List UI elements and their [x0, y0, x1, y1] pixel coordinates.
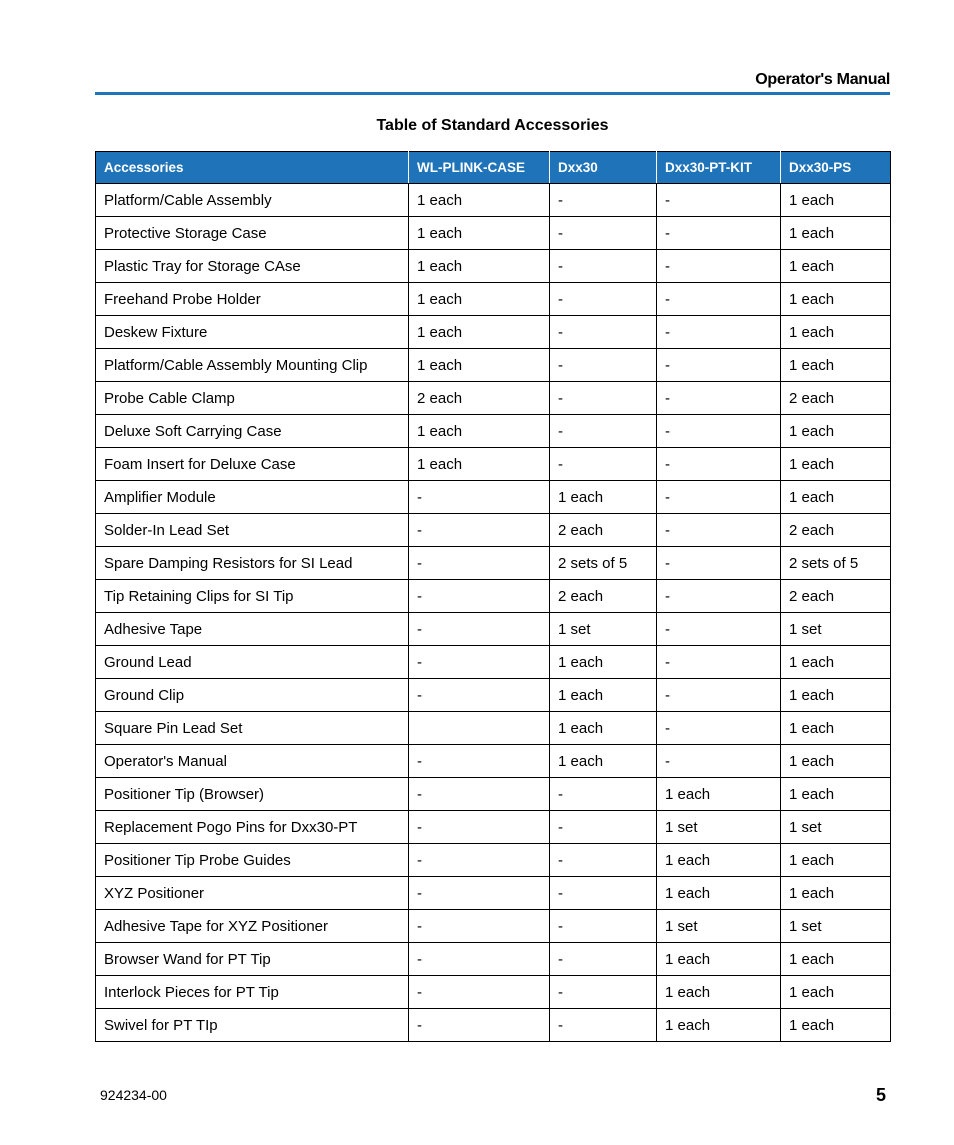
table-row: [96, 844, 891, 877]
table-header-row: [96, 152, 891, 184]
accessory-name-cell: Deskew Fixture: [96, 316, 409, 349]
quantity-cell: -: [657, 184, 781, 217]
column-header: Accessories: [96, 152, 409, 184]
accessory-name-cell: Protective Storage Case: [96, 217, 409, 250]
quantity-cell: -: [409, 745, 550, 778]
quantity-cell: 1 each: [781, 646, 891, 679]
header-rule: [95, 92, 890, 95]
accessory-name-cell: Ground Clip: [96, 679, 409, 712]
accessory-name-cell: Replacement Pogo Pins for Dxx30-PT: [96, 811, 409, 844]
quantity-cell: -: [657, 382, 781, 415]
quantity-cell: 1 each: [781, 1009, 891, 1042]
column-header: Dxx30-PT-KIT: [657, 152, 781, 184]
quantity-cell: -: [550, 217, 657, 250]
accessories-table: [95, 151, 891, 1042]
quantity-cell: -: [409, 877, 550, 910]
accessory-name-cell: Solder-In Lead Set: [96, 514, 409, 547]
table-row: [96, 646, 891, 679]
quantity-cell: 1 each: [781, 250, 891, 283]
quantity-cell: 1 each: [781, 943, 891, 976]
quantity-cell: 1 set: [781, 910, 891, 943]
quantity-cell: 1 each: [781, 712, 891, 745]
quantity-cell: -: [409, 679, 550, 712]
quantity-cell: -: [550, 382, 657, 415]
quantity-cell: -: [550, 448, 657, 481]
quantity-cell: 2 each: [550, 580, 657, 613]
accessory-name-cell: Operator's Manual: [96, 745, 409, 778]
accessory-name-cell: Ground Lead: [96, 646, 409, 679]
table-row: [96, 448, 891, 481]
table-body: [96, 184, 891, 1042]
quantity-cell: 1 each: [550, 646, 657, 679]
quantity-cell: 1 set: [550, 613, 657, 646]
quantity-cell: 1 each: [657, 778, 781, 811]
table-row: [96, 481, 891, 514]
table-row: [96, 514, 891, 547]
quantity-cell: 1 each: [409, 448, 550, 481]
table-row: [96, 811, 891, 844]
quantity-cell: -: [657, 349, 781, 382]
quantity-cell: -: [550, 1009, 657, 1042]
quantity-cell: -: [409, 481, 550, 514]
quantity-cell: -: [550, 184, 657, 217]
quantity-cell: 1 each: [781, 679, 891, 712]
header-title: Operator's Manual: [755, 71, 890, 88]
quantity-cell: 1 set: [781, 613, 891, 646]
quantity-cell: 1 each: [409, 184, 550, 217]
accessory-name-cell: Square Pin Lead Set: [96, 712, 409, 745]
quantity-cell: 1 each: [781, 844, 891, 877]
quantity-cell: 1 each: [781, 976, 891, 1009]
quantity-cell: 1 each: [550, 745, 657, 778]
quantity-cell: -: [657, 283, 781, 316]
table-row: [96, 547, 891, 580]
column-header: Dxx30-PS: [781, 152, 891, 184]
quantity-cell: 1 each: [781, 184, 891, 217]
quantity-cell: 1 set: [657, 811, 781, 844]
accessory-name-cell: Platform/Cable Assembly: [96, 184, 409, 217]
quantity-cell: -: [657, 217, 781, 250]
quantity-cell: 1 each: [550, 679, 657, 712]
accessory-name-cell: Deluxe Soft Carrying Case: [96, 415, 409, 448]
quantity-cell: -: [550, 877, 657, 910]
quantity-cell: -: [657, 745, 781, 778]
table-row: [96, 943, 891, 976]
quantity-cell: -: [657, 481, 781, 514]
quantity-cell: -: [409, 811, 550, 844]
quantity-cell: -: [657, 580, 781, 613]
quantity-cell: -: [550, 844, 657, 877]
table-row: [96, 1009, 891, 1042]
table-row: [96, 580, 891, 613]
quantity-cell: -: [657, 448, 781, 481]
accessory-name-cell: XYZ Positioner: [96, 877, 409, 910]
quantity-cell: -: [409, 547, 550, 580]
table-caption: Table of Standard Accessories: [376, 117, 609, 134]
quantity-cell: 1 each: [657, 844, 781, 877]
quantity-cell: -: [409, 910, 550, 943]
quantity-cell: 1 each: [409, 316, 550, 349]
quantity-cell: -: [409, 844, 550, 877]
quantity-cell: -: [657, 646, 781, 679]
table-row: [96, 976, 891, 1009]
quantity-cell: -: [409, 580, 550, 613]
quantity-cell: 1 each: [781, 415, 891, 448]
quantity-cell: -: [657, 415, 781, 448]
quantity-cell: 1 each: [550, 481, 657, 514]
table-row: [96, 217, 891, 250]
table-row: [96, 778, 891, 811]
quantity-cell: 2 each: [781, 580, 891, 613]
accessory-name-cell: Adhesive Tape: [96, 613, 409, 646]
quantity-cell: -: [409, 778, 550, 811]
quantity-cell: 1 each: [409, 217, 550, 250]
table-row: [96, 910, 891, 943]
quantity-cell: -: [550, 778, 657, 811]
quantity-cell: -: [409, 613, 550, 646]
quantity-cell: 1 each: [781, 481, 891, 514]
quantity-cell: 1 each: [657, 976, 781, 1009]
quantity-cell: -: [409, 646, 550, 679]
quantity-cell: 2 each: [550, 514, 657, 547]
accessory-name-cell: Swivel for PT TIp: [96, 1009, 409, 1042]
quantity-cell: 1 each: [409, 415, 550, 448]
quantity-cell: -: [657, 613, 781, 646]
quantity-cell: 2 each: [781, 382, 891, 415]
quantity-cell: 2 each: [409, 382, 550, 415]
accessory-name-cell: Freehand Probe Holder: [96, 283, 409, 316]
accessory-name-cell: Amplifier Module: [96, 481, 409, 514]
quantity-cell: -: [550, 910, 657, 943]
accessory-name-cell: Adhesive Tape for XYZ Positioner: [96, 910, 409, 943]
quantity-cell: -: [550, 283, 657, 316]
table-row: [96, 415, 891, 448]
quantity-cell: 1 each: [781, 217, 891, 250]
quantity-cell: -: [657, 514, 781, 547]
quantity-cell: -: [409, 943, 550, 976]
accessory-name-cell: Tip Retaining Clips for SI Tip: [96, 580, 409, 613]
column-header: Dxx30: [550, 152, 657, 184]
table-row: [96, 283, 891, 316]
quantity-cell: 1 each: [657, 1009, 781, 1042]
quantity-cell: -: [657, 679, 781, 712]
quantity-cell: 1 each: [409, 250, 550, 283]
quantity-cell: -: [550, 943, 657, 976]
quantity-cell: 1 each: [781, 745, 891, 778]
quantity-cell: 1 set: [657, 910, 781, 943]
quantity-cell: -: [409, 1009, 550, 1042]
quantity-cell: 2 each: [781, 514, 891, 547]
table-row: [96, 250, 891, 283]
document-number: 924234-00: [100, 1087, 167, 1103]
quantity-cell: 1 each: [550, 712, 657, 745]
accessory-name-cell: Platform/Cable Assembly Mounting Clip: [96, 349, 409, 382]
quantity-cell: -: [657, 316, 781, 349]
quantity-cell: 1 each: [781, 316, 891, 349]
table-row: [96, 382, 891, 415]
quantity-cell: -: [550, 250, 657, 283]
accessory-name-cell: Plastic Tray for Storage CAse: [96, 250, 409, 283]
table-row: [96, 877, 891, 910]
accessory-name-cell: Positioner Tip Probe Guides: [96, 844, 409, 877]
quantity-cell: 1 each: [657, 877, 781, 910]
table-row: [96, 679, 891, 712]
quantity-cell: -: [550, 976, 657, 1009]
accessory-name-cell: Positioner Tip (Browser): [96, 778, 409, 811]
quantity-cell: 2 sets of 5: [781, 547, 891, 580]
table-row: [96, 745, 891, 778]
quantity-cell: [409, 712, 550, 745]
accessory-name-cell: Foam Insert for Deluxe Case: [96, 448, 409, 481]
table-row: [96, 349, 891, 382]
quantity-cell: -: [657, 712, 781, 745]
quantity-cell: -: [409, 976, 550, 1009]
accessory-name-cell: Spare Damping Resistors for SI Lead: [96, 547, 409, 580]
table-row: [96, 613, 891, 646]
quantity-cell: 1 each: [781, 349, 891, 382]
table-row: [96, 712, 891, 745]
column-header: WL-PLINK-CASE: [409, 152, 550, 184]
quantity-cell: 1 each: [781, 448, 891, 481]
quantity-cell: -: [550, 349, 657, 382]
quantity-cell: 1 each: [781, 283, 891, 316]
quantity-cell: -: [550, 415, 657, 448]
accessory-name-cell: Interlock Pieces for PT Tip: [96, 976, 409, 1009]
quantity-cell: -: [550, 811, 657, 844]
quantity-cell: 1 each: [409, 349, 550, 382]
quantity-cell: -: [657, 250, 781, 283]
quantity-cell: 1 each: [657, 943, 781, 976]
quantity-cell: 1 each: [781, 877, 891, 910]
table-row: [96, 316, 891, 349]
accessory-name-cell: Probe Cable Clamp: [96, 382, 409, 415]
quantity-cell: 1 each: [409, 283, 550, 316]
quantity-cell: 1 each: [781, 778, 891, 811]
quantity-cell: -: [550, 316, 657, 349]
quantity-cell: -: [657, 547, 781, 580]
quantity-cell: 2 sets of 5: [550, 547, 657, 580]
quantity-cell: -: [409, 514, 550, 547]
quantity-cell: 1 set: [781, 811, 891, 844]
table-row: [96, 184, 891, 217]
accessory-name-cell: Browser Wand for PT Tip: [96, 943, 409, 976]
page-number: 5: [875, 1085, 886, 1105]
